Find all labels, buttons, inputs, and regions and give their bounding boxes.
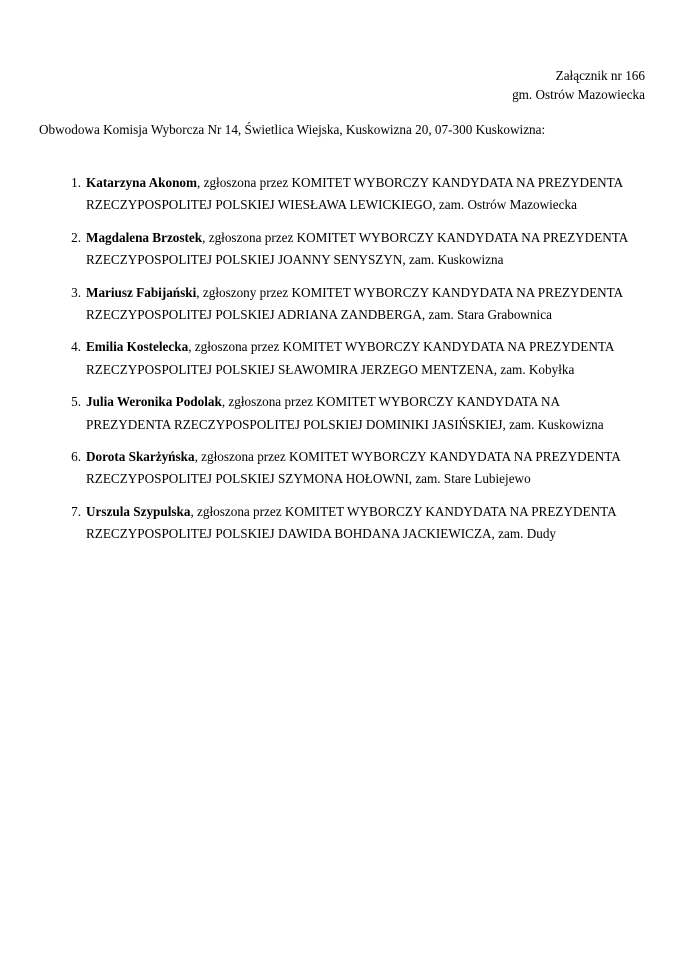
list-item [39, 282, 644, 327]
list-item [39, 391, 644, 436]
commission-member-list [39, 172, 644, 546]
list-item [39, 227, 644, 272]
member-name: Katarzyna Akonom [86, 175, 197, 190]
member-name: Magdalena Brzostek [86, 229, 203, 245]
list-item [39, 336, 644, 381]
member-name: Urszula Szypulska [86, 503, 191, 519]
member-nomination-text: , zgłoszona przez KOMITET WYBORCZY KANDYDATA NA PREZYDENTA RZECZYPOSPOLITEJ POLSKIEJ SŁAWOMIRA JERZEGO MENTZENA, zam. Kobyłka [86, 339, 614, 377]
page-title: Obwodowa Komisja Wyborcza Nr 14, Świetlica Wiejska, Kuskowizna 20, 07-300 Kuskowizna: [39, 122, 546, 137]
member-nomination-text: , zgłoszona przez KOMITET WYBORCZY KANDYDATA NA PREZYDENTA RZECZYPOSPOLITEJ POLSKIEJ SZYMONA HOŁOWNI, zam. Stare Lubiejewo [86, 449, 621, 487]
list-item-number: 5. [71, 394, 81, 410]
document-header [225, 66, 645, 104]
member-nomination-text: , zgłoszony przez KOMITET WYBORCZY KANDYDATA NA PREZYDENTA RZECZYPOSPOLITEJ POLSKIEJ ADRIANA ZANDBERGA, zam. Stara Grabownica [86, 284, 623, 323]
member-nomination-text: , zgłoszona przez KOMITET WYBORCZY KANDYDATA NA PREZYDENTA RZECZYPOSPOLITEJ POLSKIEJ JOANNY SENYSZYN, zam. Kuskowizna [86, 229, 628, 268]
member-nomination-text: , zgłoszona przez KOMITET WYBORCZY KANDYDATA NA PREZYDENTA RZECZYPOSPOLITEJ POLSKIEJ DAWIDA BOHDANA JACKIEWICZA, zam. Dudy [86, 503, 616, 542]
member-name: Julia Weronika Podolak [86, 394, 222, 410]
list-item-number: 2. [71, 229, 81, 245]
list-item-number: 3. [71, 284, 81, 300]
list-item-number: 6. [71, 449, 81, 465]
attachment-number: Załącznik nr 166 [555, 68, 645, 83]
member-name: Dorota Skarżyńska [86, 449, 195, 465]
municipality-name: gm. Ostrów Mazowiecka [512, 87, 645, 102]
list-item [39, 172, 644, 217]
list-item-number: 7. [71, 503, 81, 519]
member-nomination-text: , zgłoszona przez KOMITET WYBORCZY KANDYDATA NA PREZYDENTA RZECZYPOSPOLITEJ POLSKIEJ DOMINIKI JASIŃSKIEJ, zam. Kuskowizna [86, 394, 604, 432]
member-nomination-text: , zgłoszona przez KOMITET WYBORCZY KANDYDATA NA PREZYDENTA RZECZYPOSPOLITEJ POLSKIEJ WIESŁAWA LEWICKIEGO, zam. Ostrów Mazowiecka [86, 175, 623, 213]
list-item [39, 501, 644, 546]
member-name: Mariusz Fabijański [86, 284, 197, 300]
member-name: Emilia Kostelecka [86, 339, 189, 355]
list-item-number: 1. [71, 175, 81, 190]
list-item-number: 4. [71, 339, 81, 355]
list-item [39, 446, 644, 491]
